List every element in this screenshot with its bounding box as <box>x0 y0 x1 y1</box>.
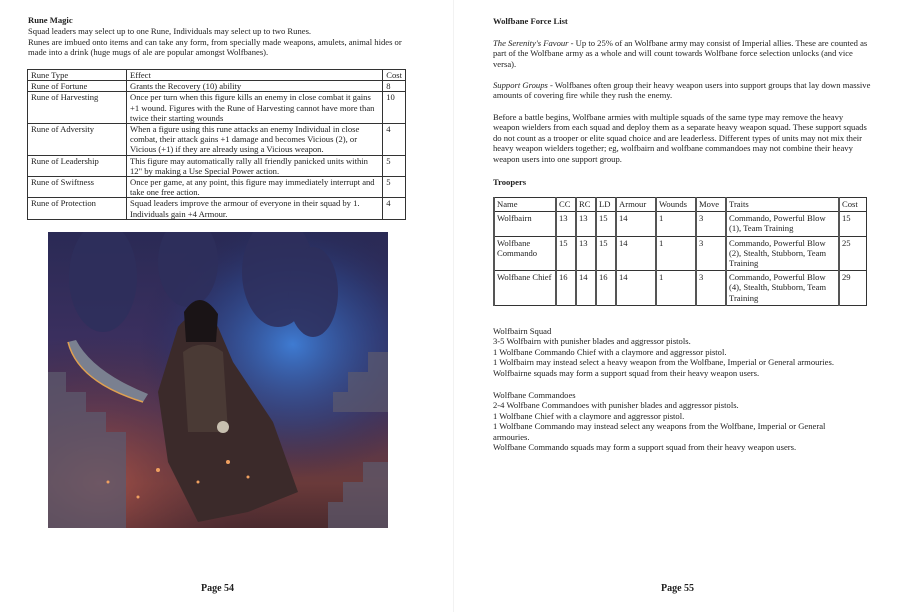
rune-effect: Once per game, at any point, this figure may immediately interrupt and take one free action. <box>127 177 383 198</box>
troop-rc: 13 <box>576 212 596 236</box>
wolfbairn-squad-line: 1 Wolfbane Commando Chief with a claymore and aggressor pistol. <box>493 346 727 357</box>
rune-type: Rune of Leadership <box>28 155 127 176</box>
wolfbane-commandoes-line: 2-4 Wolfbane Commandoes with punisher blades and aggressor pistols. <box>493 400 739 411</box>
wolfbane-commandoes-line: Wolfbane Commando squads may form a support squad from their heavy weapon users. <box>493 442 797 453</box>
rune-table-header <box>28 70 406 81</box>
troop-armour: 14 <box>616 212 656 236</box>
rune-type: Rune of Adversity <box>28 124 127 156</box>
support-groups-paragraph <box>493 80 871 101</box>
troop-armour: 14 <box>616 271 656 306</box>
troop-move: 3 <box>696 212 726 236</box>
illustration-art <box>48 232 388 528</box>
troop-rc: 13 <box>576 236 596 271</box>
troop-rc: 14 <box>576 271 596 306</box>
rune-cost: 8 <box>383 81 406 92</box>
troop-cost: 25 <box>839 236 867 271</box>
support-groups-text: - Wolfbanes often group their heavy weapon users into support groups that lay down massive amounts of covering fire while they rush the enemy. <box>493 80 871 101</box>
rune-type: Rune of Fortune <box>28 81 127 92</box>
header-rune-type: Rune Type <box>28 70 127 81</box>
rune-cost: 4 <box>383 124 406 156</box>
wolfbane-commandoes-block <box>493 390 863 452</box>
troop-move: 3 <box>696 271 726 306</box>
troop-traits: Commando, Powerful Blow (4), Stealth, Stubborn, Team Training <box>726 271 839 306</box>
troop-traits: Commando, Powerful Blow (2), Stealth, Stubborn, Team Training <box>726 236 839 271</box>
table-row <box>28 92 406 124</box>
serenity-favour-text: - Up to 25% of an Wolfbane army may consist of Imperial allies. These are counted as part of the Wolfbane army as a whole and will count towards Wolfbane force selection unlocks (and vice versa). <box>493 38 868 69</box>
troop-cost: 29 <box>839 271 867 306</box>
wolfbane-warrior-illustration <box>48 232 388 528</box>
rune-type: Rune of Swiftness <box>28 177 127 198</box>
header-traits: Traits <box>726 198 839 212</box>
table-row <box>494 271 867 306</box>
rune-effect: When a figure using this rune attacks an enemy Individual in close combat, their attack gains +1 damage and becomes Vicious (2), or Vicious (+1) if they are already using a Vicious weapon. <box>127 124 383 156</box>
troopers-table-header <box>494 198 867 212</box>
troop-armour: 14 <box>616 236 656 271</box>
rune-effect: Squad leaders improve the armour of everyone in their squad by 1. Individuals gain +4 Armour. <box>127 198 383 219</box>
wolfbane-commandoes-line: 1 Wolfbane Commando may instead select any weapons from the Wolfbane, Imperial or General armouries. <box>493 421 826 442</box>
table-row <box>28 177 406 198</box>
rune-table <box>27 69 406 220</box>
wolfbairn-squad-line: 1 Wolfbairn may instead select a heavy weapon from the Wolfbane, Imperial or General armouries. <box>493 357 834 368</box>
rune-type: Rune of Harvesting <box>28 92 127 124</box>
serenity-favour-paragraph <box>493 38 871 69</box>
rune-cost: 5 <box>383 177 406 198</box>
header-move: Move <box>696 198 726 212</box>
page-number-right: Page 55 <box>661 583 695 594</box>
rune-type: Rune of Protection <box>28 198 127 219</box>
table-row <box>28 81 406 92</box>
header-name: Name <box>494 198 556 212</box>
rune-magic-intro-2: Runes are imbued onto items and can take any form, from specially made weapons, amulets, animal hides or made into a drink (huge mugs of ale are popular amongst Wolfbanes). <box>28 36 402 57</box>
rune-cost: 4 <box>383 198 406 219</box>
rune-cost: 5 <box>383 155 406 176</box>
troop-ld: 15 <box>596 236 616 271</box>
header-cost: Cost <box>839 198 867 212</box>
serenity-favour-title: The Serenity's Favour <box>493 38 569 48</box>
table-row <box>28 124 406 156</box>
table-row <box>494 212 867 236</box>
header-wounds: Wounds <box>656 198 696 212</box>
table-row <box>28 155 406 176</box>
troop-cc: 15 <box>556 236 576 271</box>
header-effect: Effect <box>127 70 383 81</box>
troop-name: Wolfbane Chief <box>494 271 556 306</box>
troop-cc: 13 <box>556 212 576 236</box>
wolfbairn-squad-block <box>493 326 873 378</box>
troop-move: 3 <box>696 236 726 271</box>
troop-wounds: 1 <box>656 212 696 236</box>
troopers-table <box>493 197 867 306</box>
rune-magic-intro-1: Squad leaders may select up to one Rune, Individuals may select up to two Runes. <box>28 26 312 36</box>
table-row <box>28 198 406 219</box>
troop-cc: 16 <box>556 271 576 306</box>
rune-effect: Grants the Recovery (10) ability <box>127 81 383 92</box>
header-ld: LD <box>596 198 616 212</box>
support-groups-title: Support Groups <box>493 80 548 90</box>
wolfbane-commandoes-line: 1 Wolfbane Chief with a claymore and aggressor pistol. <box>493 410 685 421</box>
troop-wounds: 1 <box>656 271 696 306</box>
troop-cost: 15 <box>839 212 867 236</box>
rune-effect: This figure may automatically rally all friendly panicked units within 12" by making a Use Special Power action. <box>127 155 383 176</box>
troop-name: Wolfbairn <box>494 212 556 236</box>
troopers-heading: Troopers <box>493 177 527 187</box>
troop-ld: 15 <box>596 212 616 236</box>
rune-cost: 10 <box>383 92 406 124</box>
table-row <box>494 236 867 271</box>
page-number-left: Page 54 <box>201 583 235 594</box>
wolfbane-commandoes-title: Wolfbane Commandoes <box>493 390 576 400</box>
rune-magic-heading: Rune Magic <box>28 15 73 25</box>
troop-name: Wolfbane Commando <box>494 236 556 271</box>
troop-traits: Commando, Powerful Blow (1), Team Training <box>726 212 839 236</box>
force-list-heading: Wolfbane Force List <box>493 16 568 26</box>
troop-ld: 16 <box>596 271 616 306</box>
header-rc: RC <box>576 198 596 212</box>
header-cost: Cost <box>383 70 406 81</box>
rune-effect: Once per turn when this figure kills an enemy in close combat it gains +1 wound. Figures with the Rune of Harvesting cannot have more than twice their starting wounds <box>127 92 383 124</box>
header-cc: CC <box>556 198 576 212</box>
header-armour: Armour <box>616 198 656 212</box>
battle-paragraph: Before a battle begins, Wolfbane armies with multiple squads of the same type may remove the heavy weapon wielders from each squad and deploy them as a separate heavy weapon squad. These support squads do not count as a trooper or elite squad choice and are leaderless. Different types of units may not mix their heavy weapon wielders together; eg, wolfbairn and wolfbane commandoes may not combine their heavy weapon users into one support group. <box>493 112 867 164</box>
wolfbairn-squad-line: Wolfbairne squads may form a support squad from their heavy weapon users. <box>493 367 760 378</box>
wolfbairn-squad-line: 3-5 Wolfbairn with punisher blades and aggressor pistols. <box>493 336 691 347</box>
troop-wounds: 1 <box>656 236 696 271</box>
wolfbairn-squad-title: Wolfbairn Squad <box>493 326 552 336</box>
